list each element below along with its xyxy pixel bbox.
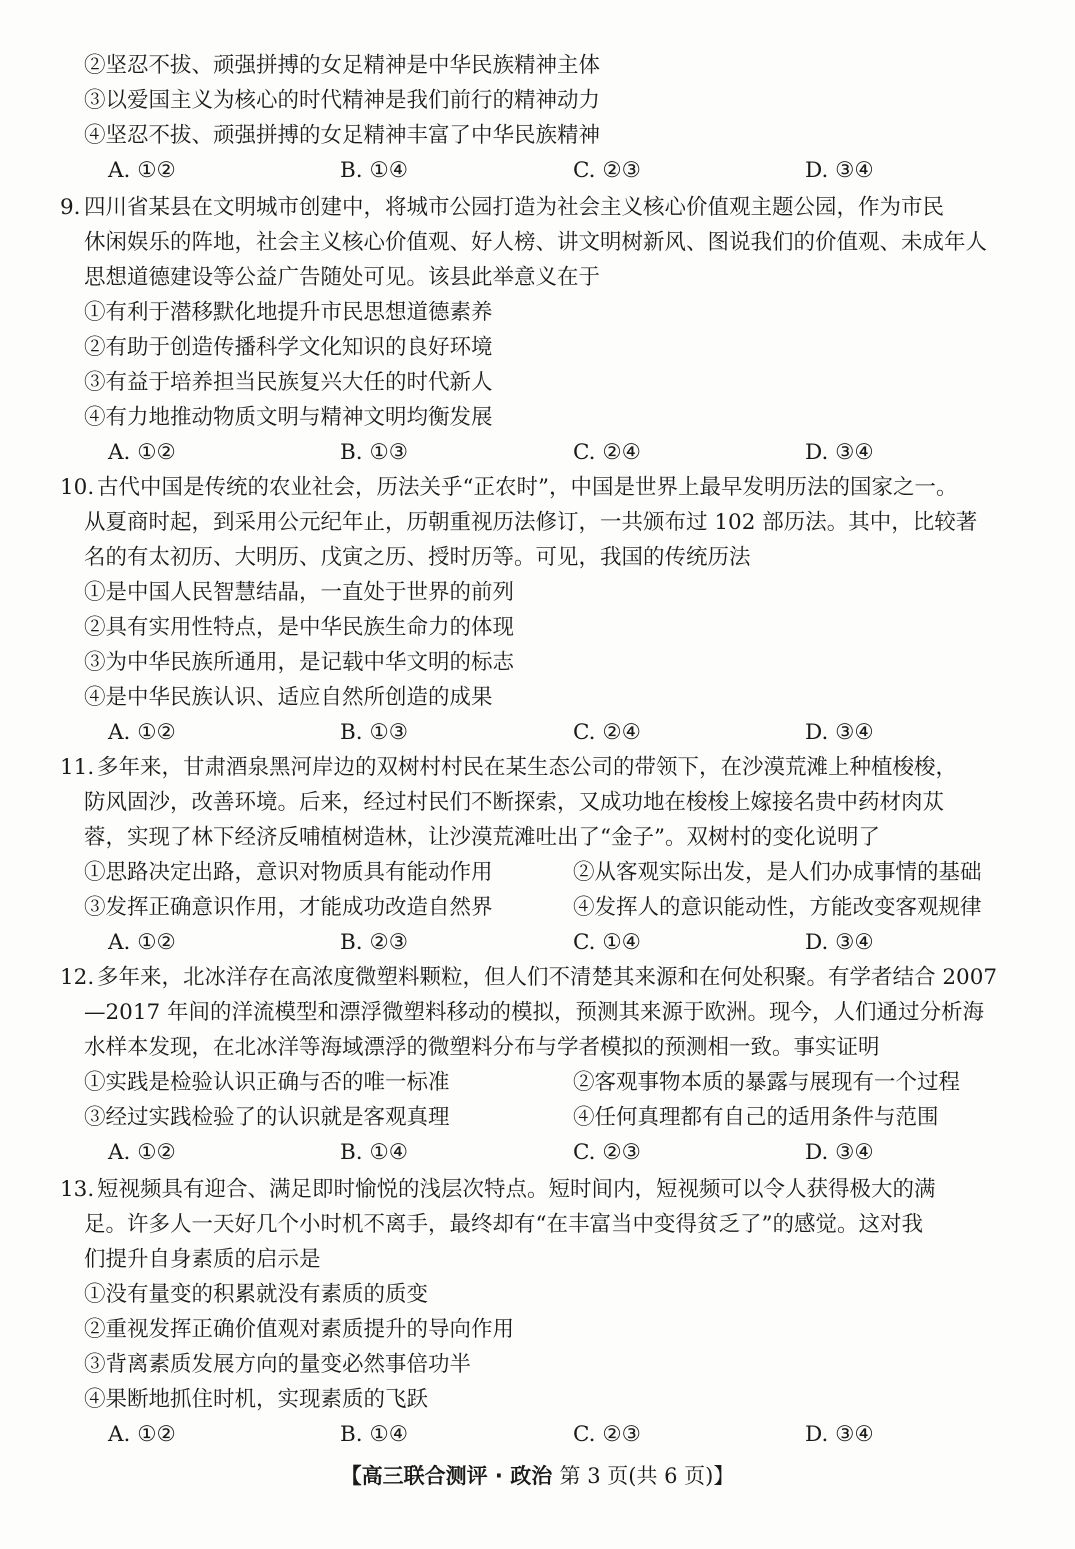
choice-d[interactable]: D. ③④ bbox=[805, 158, 874, 183]
choice-a[interactable]: A. ①② bbox=[108, 440, 176, 465]
question-number: 10. bbox=[60, 475, 95, 500]
question-number: 9. bbox=[60, 195, 81, 220]
choice-c[interactable]: C. ②④ bbox=[573, 440, 641, 465]
choice-a[interactable]: A. ①② bbox=[108, 930, 176, 955]
choice-a[interactable]: A. ①② bbox=[108, 1422, 176, 1447]
q12-option-3: ③经过实践检验了的认识就是客观真理 bbox=[84, 1105, 450, 1130]
choice-c[interactable]: C. ②③ bbox=[573, 158, 641, 183]
choice-d[interactable]: D. ③④ bbox=[805, 1140, 874, 1165]
choice-b[interactable]: B. ①③ bbox=[340, 440, 409, 465]
choice-b[interactable]: B. ②③ bbox=[340, 930, 409, 955]
choice-a[interactable]: A. ①② bbox=[108, 1140, 176, 1165]
footer-title: 【高三联合测评 · 政治 bbox=[340, 1464, 553, 1488]
choice-c[interactable]: C. ①④ bbox=[573, 930, 641, 955]
choice-b[interactable]: B. ①④ bbox=[340, 1140, 409, 1165]
page-footer bbox=[0, 1460, 1075, 1490]
choice-c[interactable]: C. ②④ bbox=[573, 720, 641, 745]
choice-b[interactable]: B. ①③ bbox=[340, 720, 409, 745]
question-number: 11. bbox=[60, 755, 95, 780]
choice-c[interactable]: C. ②③ bbox=[573, 1140, 641, 1165]
q11-option-4: ④发挥人的意识能动性，方能改变客观规律 bbox=[573, 895, 982, 920]
question-number: 13. bbox=[60, 1177, 95, 1202]
choice-a[interactable]: A. ①② bbox=[108, 720, 176, 745]
q12-option-4: ④任何真理都有自己的适用条件与范围 bbox=[573, 1105, 939, 1130]
choice-d[interactable]: D. ③④ bbox=[805, 1422, 874, 1447]
choice-b[interactable]: B. ①④ bbox=[340, 1422, 409, 1447]
q11-option-3: ③发挥正确意识作用，才能成功改造自然界 bbox=[84, 895, 493, 920]
exam-page: ②坚忍不拔、顽强拼搏的女足精神是中华民族精神主体 ③以爱国主义为核心的时代精神是我们前行的精神动力 ④坚忍不拔、顽强拼搏的女足精神丰富了中华民族精神 A. ①② B. ①④ C. ②③ D. ③④ 9. 四川省某县在文明城市创建中，将城市公园打造为社会主义核心价值观主题公园，作为市民 休闲娱乐的阵地，社会主义核心价值观、好人榜、讲文明树新风、图说我们的价值观、未成年人 思想道德建设等公益广告随处可见。该县此举意义在于 ①有利于潜移默化地提升市民思想道德素养 ②有助于创造传播科学文化知识的良好环境 ③有益于培养担当民族复兴大任的时代新人 ④有力地推动物质文明与精神文明均衡发展 A. ①② B. ①③ C. ②④ D. ③④ 10. 古代中国是传统的农业社会，历法关乎“正农时”，中国是世界上最早发明历法的国家之一。 从夏商时起，到采用公元纪年止，历朝重视历法修订，一共颁布过 102 部历法。其中，比较著 名的有太初历、大明历、戊寅之历、授时历等。可见，我国的传统历法 ①是中国人民智慧结晶，一直处于世界的前列 ②具有实用性特点，是中华民族生命力的体现 ③为中华民族所通用，是记载中华文明的标志 ④是中华民族认识、适应自然所创造的成果 A. ①② B. ①③ C. ②④ D. ③④ 11. 多年来，甘肃酒泉黑河岸边的双树村村民在某生态公司的带领下，在沙漠荒滩上种植梭梭， 防风固沙，改善环境。后来，经过村民们不断探索，又成功地在梭梭上嫁接名贵中药材肉苁 蓉，实现了林下经济反哺植树造林，让沙漠荒滩吐出了“金子”。双树村的变化说明了 ①思路决定出路，意识对物质具有能动作用 ②从客观实际出发，是人们办成事情的基础 ③发挥正确意识作用，才能成功改造自然界 ④发挥人的意识能动性，方能改变客观规律 A. ①② B. ②③ C. ①④ D. ③④ 12. 多年来，北冰洋存在高浓度微塑料颗粒，但人们不清楚其来源和在何处积聚。有学者结合 2007 —2017 年间的洋流模型和漂浮微塑料移动的模拟，预测其来源于欧洲。现今，人们通过分析海 水样本发现，在北冰洋等海域漂浮的微塑料分布与学者模拟的预测相一致。事实证明 ①实践是检验认识正确与否的唯一标准 ②客观事物本质的暴露与展现有一个过程 ③经过实践检验了的认识就是客观真理 ④任何真理都有自己的适用条件与范围 A. ①② B. ①④ C. ②③ D. ③④ 13. 短视频具有迎合、满足即时愉悦的浅层次特点。短时间内，短视频可以令人获得极大的满 足。许多人一天好几个小时机不离手，最终却有“在丰富当中变得贫乏了”的感觉。这对我 们提升自身素质的启示是 ①没有量变的积累就没有素质的质变 ②重视发挥正确价值观对素质提升的导向作用 ③背离素质发展方向的量变必然事倍功半 ④果断地抓住时机，实现素质的飞跃 A. ①② B. ①④ C. ②③ D. ③④ 【高三联合测评 · 政治 第 3 页(共 6 页)】 bbox=[0, 0, 1075, 1549]
choice-a[interactable]: A. ①② bbox=[108, 158, 176, 183]
q12-option-2: ②客观事物本质的暴露与展现有一个过程 bbox=[573, 1070, 961, 1095]
choice-d[interactable]: D. ③④ bbox=[805, 720, 874, 745]
q11-option-2: ②从客观实际出发，是人们办成事情的基础 bbox=[573, 860, 982, 885]
choice-d[interactable]: D. ③④ bbox=[805, 440, 874, 465]
question-number: 12. bbox=[60, 965, 95, 990]
footer-page-number: 第 3 页(共 6 页)】 bbox=[559, 1464, 735, 1488]
q11-option-1: ①思路决定出路，意识对物质具有能动作用 bbox=[84, 860, 493, 885]
choice-c[interactable]: C. ②③ bbox=[573, 1422, 641, 1447]
choice-d[interactable]: D. ③④ bbox=[805, 930, 874, 955]
choice-b[interactable]: B. ①④ bbox=[340, 158, 409, 183]
q12-option-1: ①实践是检验认识正确与否的唯一标准 bbox=[84, 1070, 450, 1095]
